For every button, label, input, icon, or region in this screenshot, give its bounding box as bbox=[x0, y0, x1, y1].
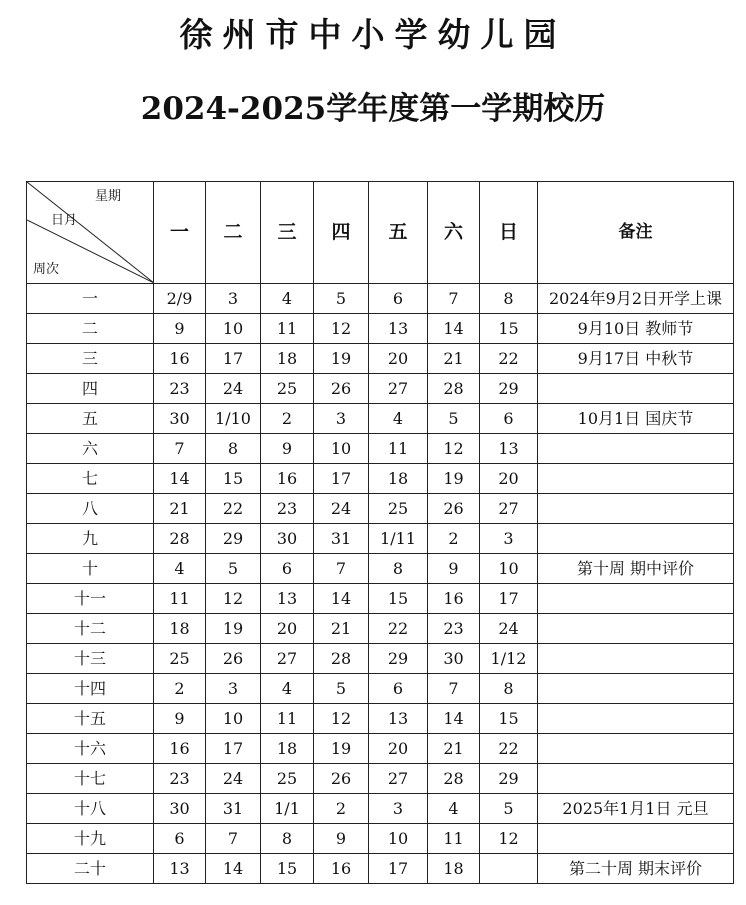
table-row bbox=[27, 824, 734, 854]
day-cell-mon: 30 bbox=[154, 404, 206, 434]
header-day-sun: 日 bbox=[480, 182, 538, 284]
day-cell-thu: 28 bbox=[314, 644, 369, 674]
header-day-wed: 三 bbox=[261, 182, 314, 284]
day-cell-wed: 16 bbox=[261, 464, 314, 494]
day-cell-sat: 7 bbox=[428, 284, 480, 314]
day-cell-fri: 17 bbox=[369, 854, 428, 884]
day-cell-thu: 12 bbox=[314, 704, 369, 734]
week-number-cell: 四 bbox=[27, 374, 154, 404]
week-number-cell: 十四 bbox=[27, 674, 154, 704]
day-cell-sat: 12 bbox=[428, 434, 480, 464]
week-number-cell: 十八 bbox=[27, 794, 154, 824]
day-cell-fri: 8 bbox=[369, 554, 428, 584]
day-cell-sat: 5 bbox=[428, 404, 480, 434]
day-cell-tue: 3 bbox=[206, 284, 261, 314]
day-cell-wed: 2 bbox=[261, 404, 314, 434]
day-cell-mon: 28 bbox=[154, 524, 206, 554]
day-cell-tue: 14 bbox=[206, 854, 261, 884]
week-number-cell: 十 bbox=[27, 554, 154, 584]
table-row bbox=[27, 764, 734, 794]
day-cell-wed: 18 bbox=[261, 734, 314, 764]
day-cell-sat: 18 bbox=[428, 854, 480, 884]
day-cell-wed: 30 bbox=[261, 524, 314, 554]
day-cell-sat: 9 bbox=[428, 554, 480, 584]
week-number-cell: 十六 bbox=[27, 734, 154, 764]
school-calendar-table bbox=[26, 181, 734, 884]
remark-cell: 第十周 期中评价 bbox=[538, 554, 734, 584]
header-day-thu: 四 bbox=[314, 182, 369, 284]
day-cell-fri: 15 bbox=[369, 584, 428, 614]
day-cell-fri: 20 bbox=[369, 734, 428, 764]
header-day-mon: 一 bbox=[154, 182, 206, 284]
week-number-cell: 六 bbox=[27, 434, 154, 464]
day-cell-sat: 28 bbox=[428, 764, 480, 794]
day-cell-sun: 22 bbox=[480, 344, 538, 374]
week-number-cell: 二 bbox=[27, 314, 154, 344]
day-cell-tue: 19 bbox=[206, 614, 261, 644]
day-cell-sat: 28 bbox=[428, 374, 480, 404]
day-cell-thu: 14 bbox=[314, 584, 369, 614]
day-cell-wed: 11 bbox=[261, 704, 314, 734]
day-cell-sat: 30 bbox=[428, 644, 480, 674]
calendar-body bbox=[27, 284, 734, 884]
table-row bbox=[27, 374, 734, 404]
day-cell-thu: 17 bbox=[314, 464, 369, 494]
day-cell-sun: 5 bbox=[480, 794, 538, 824]
day-cell-tue: 17 bbox=[206, 344, 261, 374]
remark-cell: 第二十周 期末评价 bbox=[538, 854, 734, 884]
table-row bbox=[27, 524, 734, 554]
day-cell-sat: 21 bbox=[428, 344, 480, 374]
day-cell-wed: 23 bbox=[261, 494, 314, 524]
day-cell-mon: 4 bbox=[154, 554, 206, 584]
day-cell-tue: 31 bbox=[206, 794, 261, 824]
header-day-fri: 五 bbox=[369, 182, 428, 284]
day-cell-tue: 10 bbox=[206, 314, 261, 344]
day-cell-sun: 8 bbox=[480, 284, 538, 314]
remark-cell bbox=[538, 614, 734, 644]
remark-cell bbox=[538, 464, 734, 494]
day-cell-wed: 20 bbox=[261, 614, 314, 644]
day-cell-sun: 17 bbox=[480, 584, 538, 614]
remark-cell bbox=[538, 434, 734, 464]
day-cell-wed: 4 bbox=[261, 674, 314, 704]
remark-cell bbox=[538, 674, 734, 704]
table-row bbox=[27, 344, 734, 374]
week-number-cell: 十九 bbox=[27, 824, 154, 854]
corner-label-date: 日月 bbox=[51, 213, 78, 228]
day-cell-sat: 23 bbox=[428, 614, 480, 644]
day-cell-thu: 5 bbox=[314, 674, 369, 704]
day-cell-thu: 2 bbox=[314, 794, 369, 824]
day-cell-thu: 5 bbox=[314, 284, 369, 314]
title-term: 2024-2025学年度第一学期校历 bbox=[140, 91, 606, 127]
day-cell-tue: 29 bbox=[206, 524, 261, 554]
day-cell-fri: 13 bbox=[369, 314, 428, 344]
day-cell-wed: 11 bbox=[261, 314, 314, 344]
day-cell-mon: 16 bbox=[154, 344, 206, 374]
table-row bbox=[27, 494, 734, 524]
day-cell-sun: 10 bbox=[480, 554, 538, 584]
remark-cell bbox=[538, 374, 734, 404]
corner-label-week: 周次 bbox=[33, 262, 60, 277]
day-cell-thu: 26 bbox=[314, 764, 369, 794]
day-cell-mon: 23 bbox=[154, 374, 206, 404]
day-cell-wed: 25 bbox=[261, 764, 314, 794]
day-cell-thu: 26 bbox=[314, 374, 369, 404]
week-number-cell: 十一 bbox=[27, 584, 154, 614]
remark-cell: 9月10日 教师节 bbox=[538, 314, 734, 344]
day-cell-mon: 30 bbox=[154, 794, 206, 824]
day-cell-fri: 25 bbox=[369, 494, 428, 524]
day-cell-sat: 7 bbox=[428, 674, 480, 704]
day-cell-tue: 15 bbox=[206, 464, 261, 494]
day-cell-thu: 10 bbox=[314, 434, 369, 464]
remark-cell bbox=[538, 704, 734, 734]
day-cell-fri: 27 bbox=[369, 374, 428, 404]
day-cell-mon: 21 bbox=[154, 494, 206, 524]
day-cell-fri: 27 bbox=[369, 764, 428, 794]
day-cell-mon: 6 bbox=[154, 824, 206, 854]
day-cell-mon: 7 bbox=[154, 434, 206, 464]
remark-cell bbox=[538, 524, 734, 554]
day-cell-tue: 10 bbox=[206, 704, 261, 734]
day-cell-sun: 13 bbox=[480, 434, 538, 464]
day-cell-fri: 29 bbox=[369, 644, 428, 674]
day-cell-fri: 13 bbox=[369, 704, 428, 734]
week-number-cell: 十二 bbox=[27, 614, 154, 644]
day-cell-fri: 3 bbox=[369, 794, 428, 824]
week-number-cell: 五 bbox=[27, 404, 154, 434]
day-cell-wed: 13 bbox=[261, 584, 314, 614]
day-cell-sun: 27 bbox=[480, 494, 538, 524]
day-cell-thu: 12 bbox=[314, 314, 369, 344]
week-number-cell: 十五 bbox=[27, 704, 154, 734]
day-cell-tue: 24 bbox=[206, 374, 261, 404]
day-cell-tue: 1/10 bbox=[206, 404, 261, 434]
week-number-cell: 十三 bbox=[27, 644, 154, 674]
week-number-cell: 十七 bbox=[27, 764, 154, 794]
table-row bbox=[27, 404, 734, 434]
day-cell-mon: 25 bbox=[154, 644, 206, 674]
week-number-cell: 九 bbox=[27, 524, 154, 554]
corner-header-cell bbox=[27, 182, 154, 284]
day-cell-sun: 3 bbox=[480, 524, 538, 554]
day-cell-mon: 2 bbox=[154, 674, 206, 704]
day-cell-mon: 2/9 bbox=[154, 284, 206, 314]
day-cell-tue: 24 bbox=[206, 764, 261, 794]
table-row bbox=[27, 584, 734, 614]
day-cell-thu: 9 bbox=[314, 824, 369, 854]
day-cell-sun: 15 bbox=[480, 314, 538, 344]
table-row bbox=[27, 734, 734, 764]
day-cell-fri: 20 bbox=[369, 344, 428, 374]
day-cell-thu: 16 bbox=[314, 854, 369, 884]
day-cell-wed: 6 bbox=[261, 554, 314, 584]
week-number-cell: 三 bbox=[27, 344, 154, 374]
day-cell-tue: 8 bbox=[206, 434, 261, 464]
table-row bbox=[27, 434, 734, 464]
table-row bbox=[27, 314, 734, 344]
table-row bbox=[27, 554, 734, 584]
day-cell-mon: 23 bbox=[154, 764, 206, 794]
remark-cell: 9月17日 中秋节 bbox=[538, 344, 734, 374]
day-cell-sat: 2 bbox=[428, 524, 480, 554]
table-row bbox=[27, 794, 734, 824]
day-cell-sat: 14 bbox=[428, 314, 480, 344]
day-cell-mon: 11 bbox=[154, 584, 206, 614]
day-cell-fri: 11 bbox=[369, 434, 428, 464]
day-cell-sun: 8 bbox=[480, 674, 538, 704]
day-cell-sun: 29 bbox=[480, 374, 538, 404]
day-cell-sat: 4 bbox=[428, 794, 480, 824]
remark-cell bbox=[538, 494, 734, 524]
day-cell-mon: 9 bbox=[154, 704, 206, 734]
day-cell-sat: 14 bbox=[428, 704, 480, 734]
header-remark: 备注 bbox=[538, 182, 734, 284]
day-cell-tue: 3 bbox=[206, 674, 261, 704]
day-cell-sat: 19 bbox=[428, 464, 480, 494]
day-cell-wed: 1/1 bbox=[261, 794, 314, 824]
corner-label-weekday: 星期 bbox=[95, 189, 122, 204]
day-cell-fri: 10 bbox=[369, 824, 428, 854]
day-cell-thu: 19 bbox=[314, 344, 369, 374]
day-cell-mon: 9 bbox=[154, 314, 206, 344]
day-cell-sat: 26 bbox=[428, 494, 480, 524]
week-number-cell: 七 bbox=[27, 464, 154, 494]
day-cell-thu: 19 bbox=[314, 734, 369, 764]
remark-cell bbox=[538, 824, 734, 854]
day-cell-mon: 18 bbox=[154, 614, 206, 644]
day-cell-sun: 29 bbox=[480, 764, 538, 794]
day-cell-sun: 12 bbox=[480, 824, 538, 854]
day-cell-wed: 15 bbox=[261, 854, 314, 884]
remark-cell: 2025年1月1日 元旦 bbox=[538, 794, 734, 824]
header-day-tue: 二 bbox=[206, 182, 261, 284]
day-cell-tue: 7 bbox=[206, 824, 261, 854]
table-row bbox=[27, 464, 734, 494]
day-cell-thu: 21 bbox=[314, 614, 369, 644]
remark-cell: 10月1日 国庆节 bbox=[538, 404, 734, 434]
table-row bbox=[27, 704, 734, 734]
day-cell-sun: 24 bbox=[480, 614, 538, 644]
day-cell-sun: 15 bbox=[480, 704, 538, 734]
day-cell-fri: 18 bbox=[369, 464, 428, 494]
day-cell-sun: 22 bbox=[480, 734, 538, 764]
day-cell-fri: 6 bbox=[369, 674, 428, 704]
day-cell-wed: 9 bbox=[261, 434, 314, 464]
title-school-calendar: 徐州市中小学幼儿园 bbox=[179, 15, 567, 54]
day-cell-tue: 12 bbox=[206, 584, 261, 614]
day-cell-thu: 7 bbox=[314, 554, 369, 584]
day-cell-mon: 13 bbox=[154, 854, 206, 884]
remark-cell bbox=[538, 644, 734, 674]
day-cell-thu: 24 bbox=[314, 494, 369, 524]
header-day-sat: 六 bbox=[428, 182, 480, 284]
day-cell-fri: 22 bbox=[369, 614, 428, 644]
day-cell-thu: 31 bbox=[314, 524, 369, 554]
day-cell-wed: 4 bbox=[261, 284, 314, 314]
table-row bbox=[27, 644, 734, 674]
day-cell-fri: 4 bbox=[369, 404, 428, 434]
day-cell-wed: 27 bbox=[261, 644, 314, 674]
day-cell-fri: 6 bbox=[369, 284, 428, 314]
day-cell-thu: 3 bbox=[314, 404, 369, 434]
header-row bbox=[27, 182, 734, 284]
table-row bbox=[27, 614, 734, 644]
remark-cell bbox=[538, 584, 734, 614]
day-cell-tue: 17 bbox=[206, 734, 261, 764]
day-cell-fri: 1/11 bbox=[369, 524, 428, 554]
day-cell-sun: 6 bbox=[480, 404, 538, 434]
day-cell-mon: 14 bbox=[154, 464, 206, 494]
week-number-cell: 二十 bbox=[27, 854, 154, 884]
table-row bbox=[27, 854, 734, 884]
day-cell-sat: 11 bbox=[428, 824, 480, 854]
day-cell-wed: 18 bbox=[261, 344, 314, 374]
day-cell-wed: 25 bbox=[261, 374, 314, 404]
day-cell-tue: 26 bbox=[206, 644, 261, 674]
day-cell-sun: 20 bbox=[480, 464, 538, 494]
day-cell-sat: 21 bbox=[428, 734, 480, 764]
day-cell-mon: 16 bbox=[154, 734, 206, 764]
remark-cell: 2024年9月2日开学上课 bbox=[538, 284, 734, 314]
day-cell-tue: 22 bbox=[206, 494, 261, 524]
remark-cell bbox=[538, 734, 734, 764]
table-row bbox=[27, 674, 734, 704]
day-cell-wed: 8 bbox=[261, 824, 314, 854]
day-cell-sat: 16 bbox=[428, 584, 480, 614]
table-row bbox=[27, 284, 734, 314]
day-cell-sun bbox=[480, 854, 538, 884]
remark-cell bbox=[538, 764, 734, 794]
week-number-cell: 一 bbox=[27, 284, 154, 314]
day-cell-tue: 5 bbox=[206, 554, 261, 584]
day-cell-sun: 1/12 bbox=[480, 644, 538, 674]
week-number-cell: 八 bbox=[27, 494, 154, 524]
